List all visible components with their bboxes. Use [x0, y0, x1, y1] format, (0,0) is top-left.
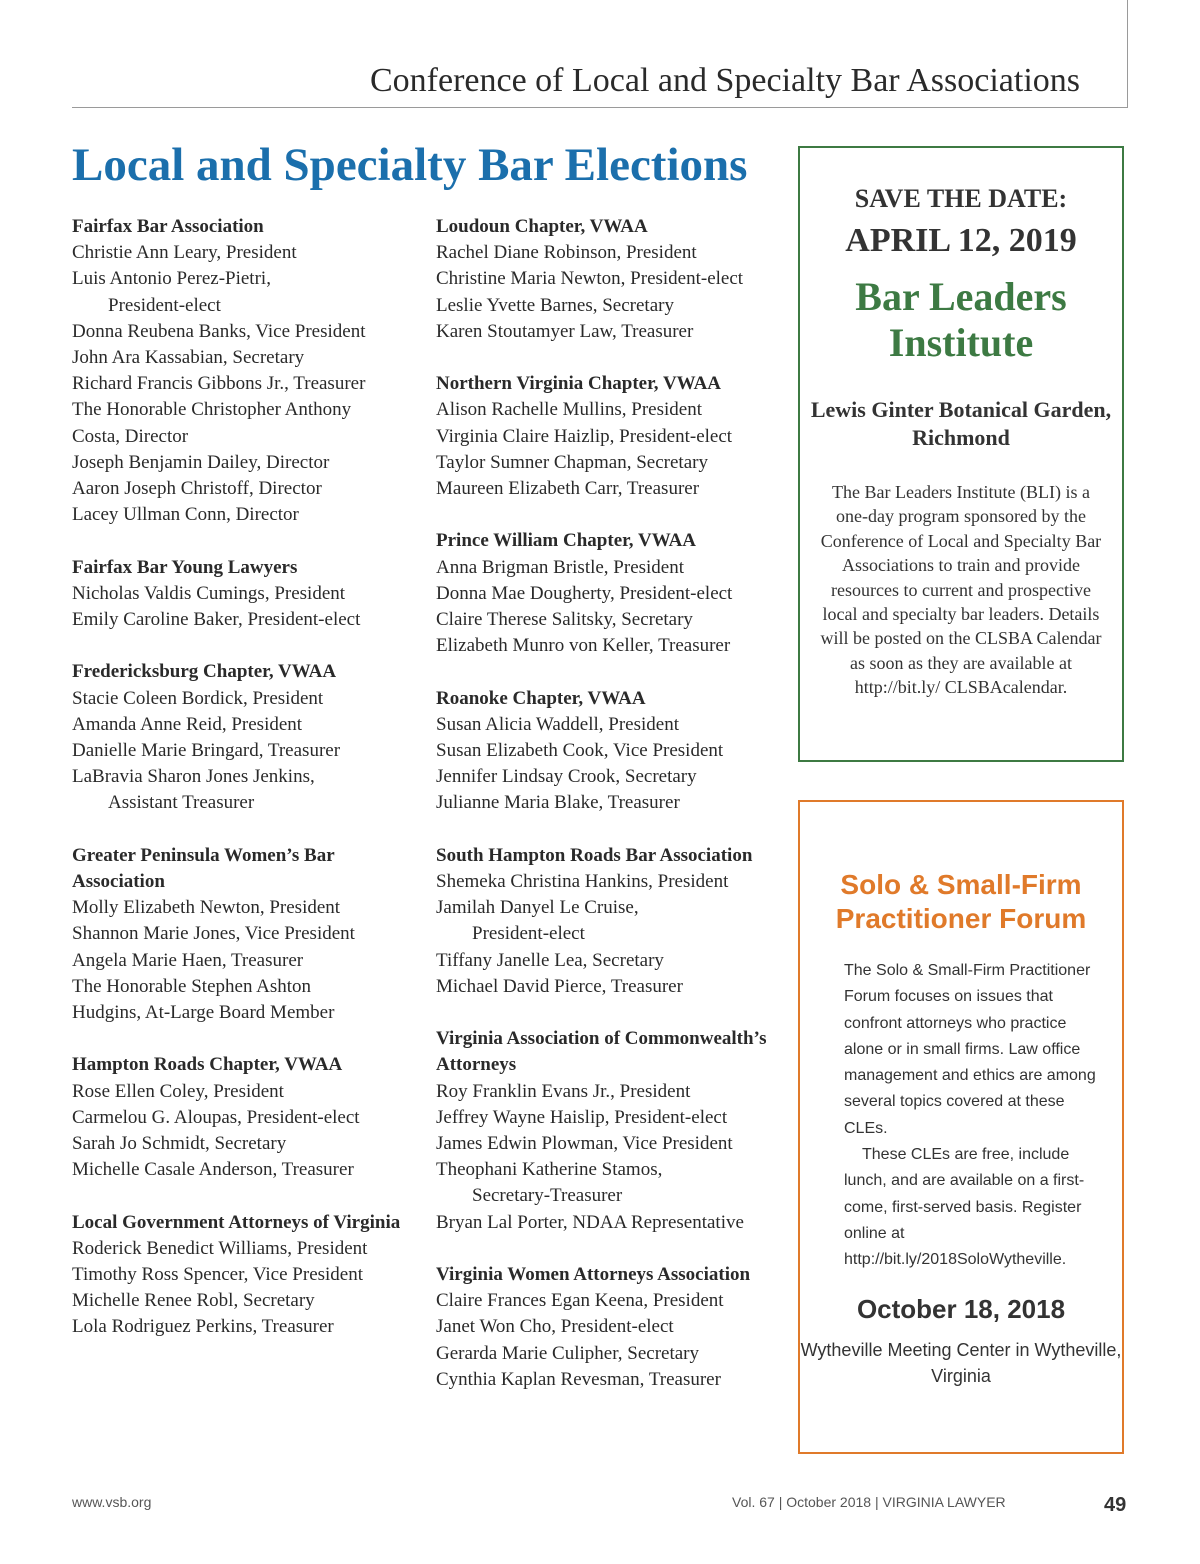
officer-line: Elizabeth Munro von Keller, Treasurer	[436, 635, 731, 657]
officer-line: Michelle Renee Robl, Secretary	[72, 1290, 315, 1312]
officer-line: Donna Reubena Banks, Vice President	[72, 320, 366, 342]
left-column	[72, 214, 417, 1367]
officer-line: Joseph Benjamin Dailey, Director	[72, 451, 330, 473]
officer-line: Alison Rachelle Mullins, President	[436, 399, 702, 421]
officer-line: Janet Won Cho, President-elect	[436, 1316, 674, 1338]
officer-line: Taylor Sumner Chapman, Secretary	[436, 451, 708, 473]
officer-line: Michelle Casale Anderson, Treasurer	[72, 1159, 354, 1181]
officer-line: The Honorable Christopher Anthony	[72, 399, 352, 421]
officer-line: Michael David Pierce, Treasurer	[436, 975, 683, 997]
organization-name: Fairfax Bar Young Lawyers	[72, 556, 298, 578]
header-horizontal-rule	[72, 107, 1128, 108]
officer-line: Tiffany Janelle Lea, Secretary	[436, 949, 664, 971]
officer-line: Leslie Yvette Barnes, Secretary	[436, 294, 674, 316]
officer-line: Luis Antonio Perez-Pietri,	[72, 268, 271, 290]
organization-block	[72, 1210, 417, 1341]
forum-title: Solo & Small-Firm Practitioner Forum	[835, 869, 1087, 934]
officer-line: Rachel Diane Robinson, President	[436, 242, 697, 264]
officer-line: Shemeka Christina Hankins, President	[436, 871, 729, 893]
organization-block	[436, 1026, 781, 1236]
forum-paragraph-1: The Solo & Small-Firm Practitioner Forum focuses on issues that confront attorneys who practice alone or in small firms. Law office management and ethics are among several topics covered at these CLEs.	[844, 962, 1096, 1137]
forum-description	[844, 958, 1102, 1274]
officer-line: Cynthia Kaplan Revesman, Treasurer	[436, 1368, 721, 1390]
officer-line: Costa, Director	[72, 425, 189, 447]
officer-line: Susan Elizabeth Cook, Vice President	[436, 740, 724, 762]
organization-block	[72, 214, 417, 528]
officer-line: Danielle Marie Bringard, Treasurer	[72, 740, 341, 762]
organization-block	[436, 843, 781, 1000]
footer-issue: Vol. 67 | October 2018 | VIRGINIA LAWYER	[732, 1494, 1006, 1510]
officer-line: Jeffrey Wayne Haislip, President-elect	[436, 1106, 728, 1128]
page-heading: Local and Specialty Bar Elections	[72, 139, 748, 191]
officer-line: Maureen Elizabeth Carr, Treasurer	[436, 478, 700, 500]
officer-line: Jamilah Danyel Le Cruise,	[436, 897, 639, 919]
officer-line: Timothy Ross Spencer, Vice President	[72, 1264, 364, 1286]
officer-line: Angela Marie Haen, Treasurer	[72, 949, 304, 971]
organization-name: Virginia Association of Commonwealth’s Attorneys	[436, 1028, 767, 1076]
officer-line: Jennifer Lindsay Crook, Secretary	[436, 766, 697, 788]
officer-line: LaBravia Sharon Jones Jenkins,	[72, 766, 315, 788]
organization-name: Fairfax Bar Association	[72, 216, 264, 237]
officer-line: Amanda Anne Reid, President	[72, 713, 303, 735]
event-description: The Bar Leaders Institute (BLI) is a one-day program sponsored by the Conference of Local and Specialty Bar Associations to train and provide resources to current and prospective local and specialty bar leaders. Details will be posted on the CLSBA Calendar as soon as they are available at http://bit.ly/ CLSBAcalendar.	[820, 482, 1102, 698]
organization-name: Greater Peninsula Women’s Bar Association	[72, 844, 335, 893]
organization-block	[436, 214, 781, 345]
page-number: 49	[1104, 1494, 1127, 1516]
middle-column	[436, 214, 781, 1419]
header-vertical-rule	[1127, 0, 1128, 108]
event-location: Lewis Ginter Botanical Garden, Richmond	[810, 397, 1112, 450]
solo-forum-box	[798, 800, 1124, 1454]
section-title: Conference of Local and Specialty Bar Associations	[370, 62, 1080, 99]
officer-line: Lacey Ullman Conn, Director	[72, 504, 299, 526]
officer-line: Anna Brigman Bristle, President	[436, 556, 685, 578]
organization-block	[72, 843, 417, 1026]
organization-name: Virginia Women Attorneys Association	[436, 1264, 751, 1286]
organization-block	[436, 528, 781, 659]
organization-block	[72, 659, 417, 816]
organization-block	[436, 686, 781, 817]
officer-line: Stacie Coleen Bordick, President	[72, 687, 324, 709]
organization-name: Northern Virginia Chapter, VWAA	[436, 373, 722, 395]
organization-block	[72, 555, 417, 634]
officer-line: Molly Elizabeth Newton, President	[72, 897, 341, 919]
officer-line: Susan Alicia Waddell, President	[436, 713, 679, 735]
save-the-date-label: SAVE THE DATE:	[854, 184, 1068, 213]
officer-line: Sarah Jo Schmidt, Secretary	[72, 1133, 287, 1155]
officer-line: Julianne Maria Blake, Treasurer	[436, 792, 680, 814]
officer-line: Bryan Lal Porter, NDAA Representative	[436, 1211, 744, 1233]
officer-line: Roderick Benedict Williams, President	[72, 1237, 368, 1259]
save-the-date-box	[798, 146, 1124, 762]
officer-line: Carmelou G. Aloupas, President-elect	[72, 1106, 360, 1128]
officer-line: Roy Franklin Evans Jr., President	[436, 1080, 691, 1102]
officer-line: President-elect	[108, 294, 221, 316]
officer-line: Aaron Joseph Christoff, Director	[72, 478, 322, 500]
organization-block	[72, 1052, 417, 1183]
footer-url: www.vsb.org	[72, 1494, 152, 1510]
officer-line: Rose Ellen Coley, President	[72, 1080, 284, 1102]
officer-line: Nicholas Valdis Cumings, President	[72, 582, 346, 604]
officer-line: Claire Therese Salitsky, Secretary	[436, 609, 693, 631]
officer-line: Donna Mae Dougherty, President-elect	[436, 582, 733, 604]
organization-name: Hampton Roads Chapter, VWAA	[72, 1054, 343, 1076]
officer-line: The Honorable Stephen Ashton	[72, 975, 312, 997]
organization-name: Fredericksburg Chapter, VWAA	[72, 661, 337, 683]
officer-line: Theophani Katherine Stamos,	[436, 1159, 663, 1181]
officer-line: Christine Maria Newton, President-elect	[436, 268, 744, 290]
organization-name: South Hampton Roads Bar Association	[436, 844, 753, 866]
officer-line: Lola Rodriguez Perkins, Treasurer	[72, 1316, 334, 1338]
officer-line: Christie Ann Leary, President	[72, 242, 297, 264]
organization-name: Roanoke Chapter, VWAA	[436, 687, 646, 709]
officer-line: Assistant Treasurer	[108, 792, 255, 814]
organization-name: Loudoun Chapter, VWAA	[436, 216, 648, 237]
organization-block	[436, 371, 781, 502]
organization-block	[436, 1262, 781, 1393]
officer-line: Emily Caroline Baker, President-elect	[72, 609, 361, 631]
forum-location: Wytheville Meeting Center in Wytheville, Virginia	[800, 1339, 1122, 1386]
officer-line: Karen Stoutamyer Law, Treasurer	[436, 320, 694, 342]
officer-line: James Edwin Plowman, Vice President	[436, 1133, 733, 1155]
organization-name: Local Government Attorneys of Virginia	[72, 1211, 401, 1233]
officer-line: Claire Frances Egan Keena, President	[436, 1290, 724, 1312]
event-date: APRIL 12, 2019	[845, 222, 1077, 259]
officer-line: Secretary-Treasurer	[472, 1185, 623, 1207]
officer-line: President-elect	[472, 923, 585, 945]
officer-line: Richard Francis Gibbons Jr., Treasurer	[72, 373, 366, 395]
forum-date: October 18, 2018	[856, 1293, 1066, 1324]
officer-line: Gerarda Marie Culipher, Secretary	[436, 1342, 700, 1364]
event-title: Bar Leaders Institute	[855, 274, 1067, 365]
officer-line: John Ara Kassabian, Secretary	[72, 347, 305, 369]
officer-line: Shannon Marie Jones, Vice President	[72, 923, 355, 945]
forum-paragraph-2: These CLEs are free, include lunch, and are available on a first-come, first-served basis. Register online at http://bit.ly/2018SoloWytheville.	[844, 1146, 1085, 1269]
officer-line: Hudgins, At-Large Board Member	[72, 1002, 335, 1024]
organization-name: Prince William Chapter, VWAA	[436, 530, 697, 552]
officer-line: Virginia Claire Haizlip, President-elect	[436, 425, 733, 447]
